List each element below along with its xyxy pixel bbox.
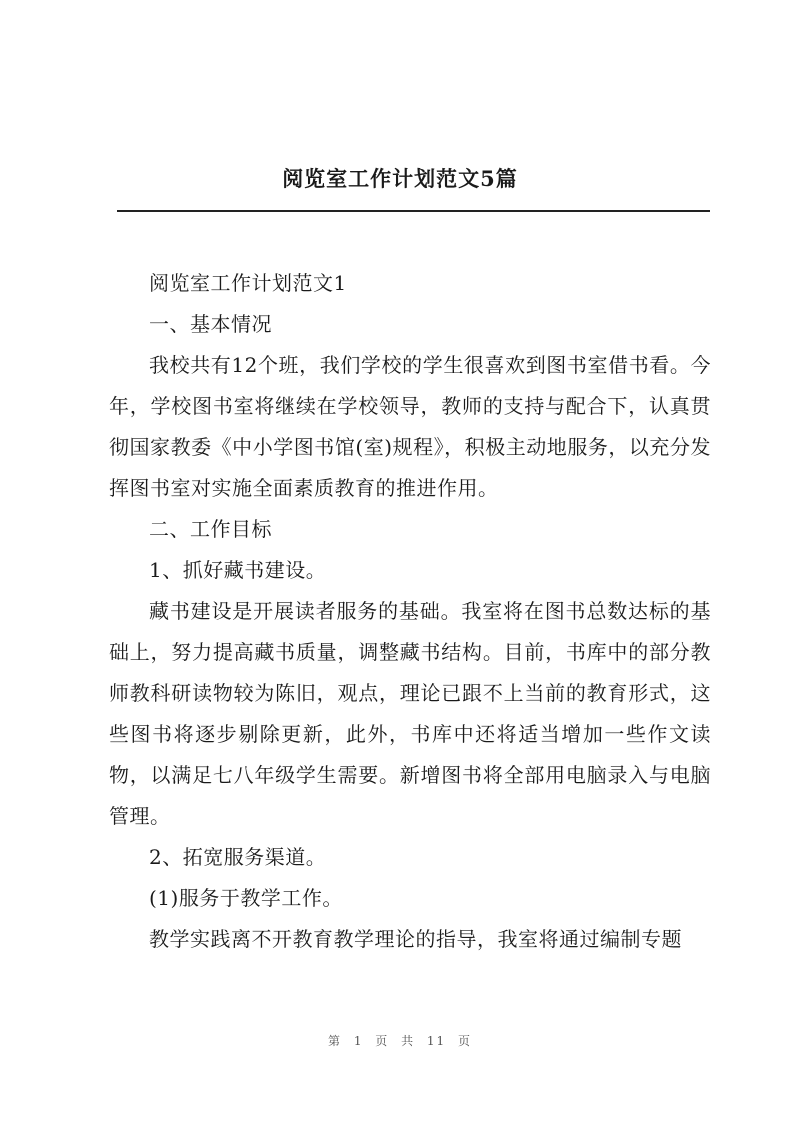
- document-title: 阅览室工作计划范文5篇: [282, 166, 518, 191]
- body-paragraph: 藏书建设是开展读者服务的基础。我室将在图书总数达标的基础上，努力提高藏书质量，调整藏书结构。目前，书库中的部分教师教科研读物较为陈旧，观点，理论已跟不上当前的教育形式，这些图书将逐步剔除更新，此外，书库中还将适当增加一些作文读物，以满足七八年级学生需要。新增图书将全部用电脑录入与电脑管理。: [109, 599, 711, 828]
- title-divider: [117, 210, 710, 212]
- document-body: [109, 263, 711, 960]
- subsection-heading: 二、工作目标: [149, 517, 272, 541]
- section-heading: 阅览室工作计划范文1: [149, 271, 347, 295]
- subsection-heading: 一、基本情况: [149, 312, 272, 336]
- body-paragraph: 我校共有12个班，我们学校的学生很喜欢到图书室借书看。今年，学校图书室将继续在学校领导，教师的支持与配合下，认真贯彻国家教委《中小学图书馆(室)规程》，积极主动地服务，以充分发挥图书室对实施全面素质教育的推进作用。: [109, 353, 711, 500]
- list-item-heading: 2、拓宽服务渠道。: [149, 845, 327, 869]
- list-item-heading: 1、抓好藏书建设。: [149, 558, 327, 582]
- body-paragraph: 教学实践离不开教育教学理论的指导，我室将通过编制专题: [149, 927, 682, 951]
- list-item-heading: (1)服务于教学工作。: [149, 886, 343, 910]
- page-number-footer: 第 1 页 共 11 页: [328, 1034, 472, 1048]
